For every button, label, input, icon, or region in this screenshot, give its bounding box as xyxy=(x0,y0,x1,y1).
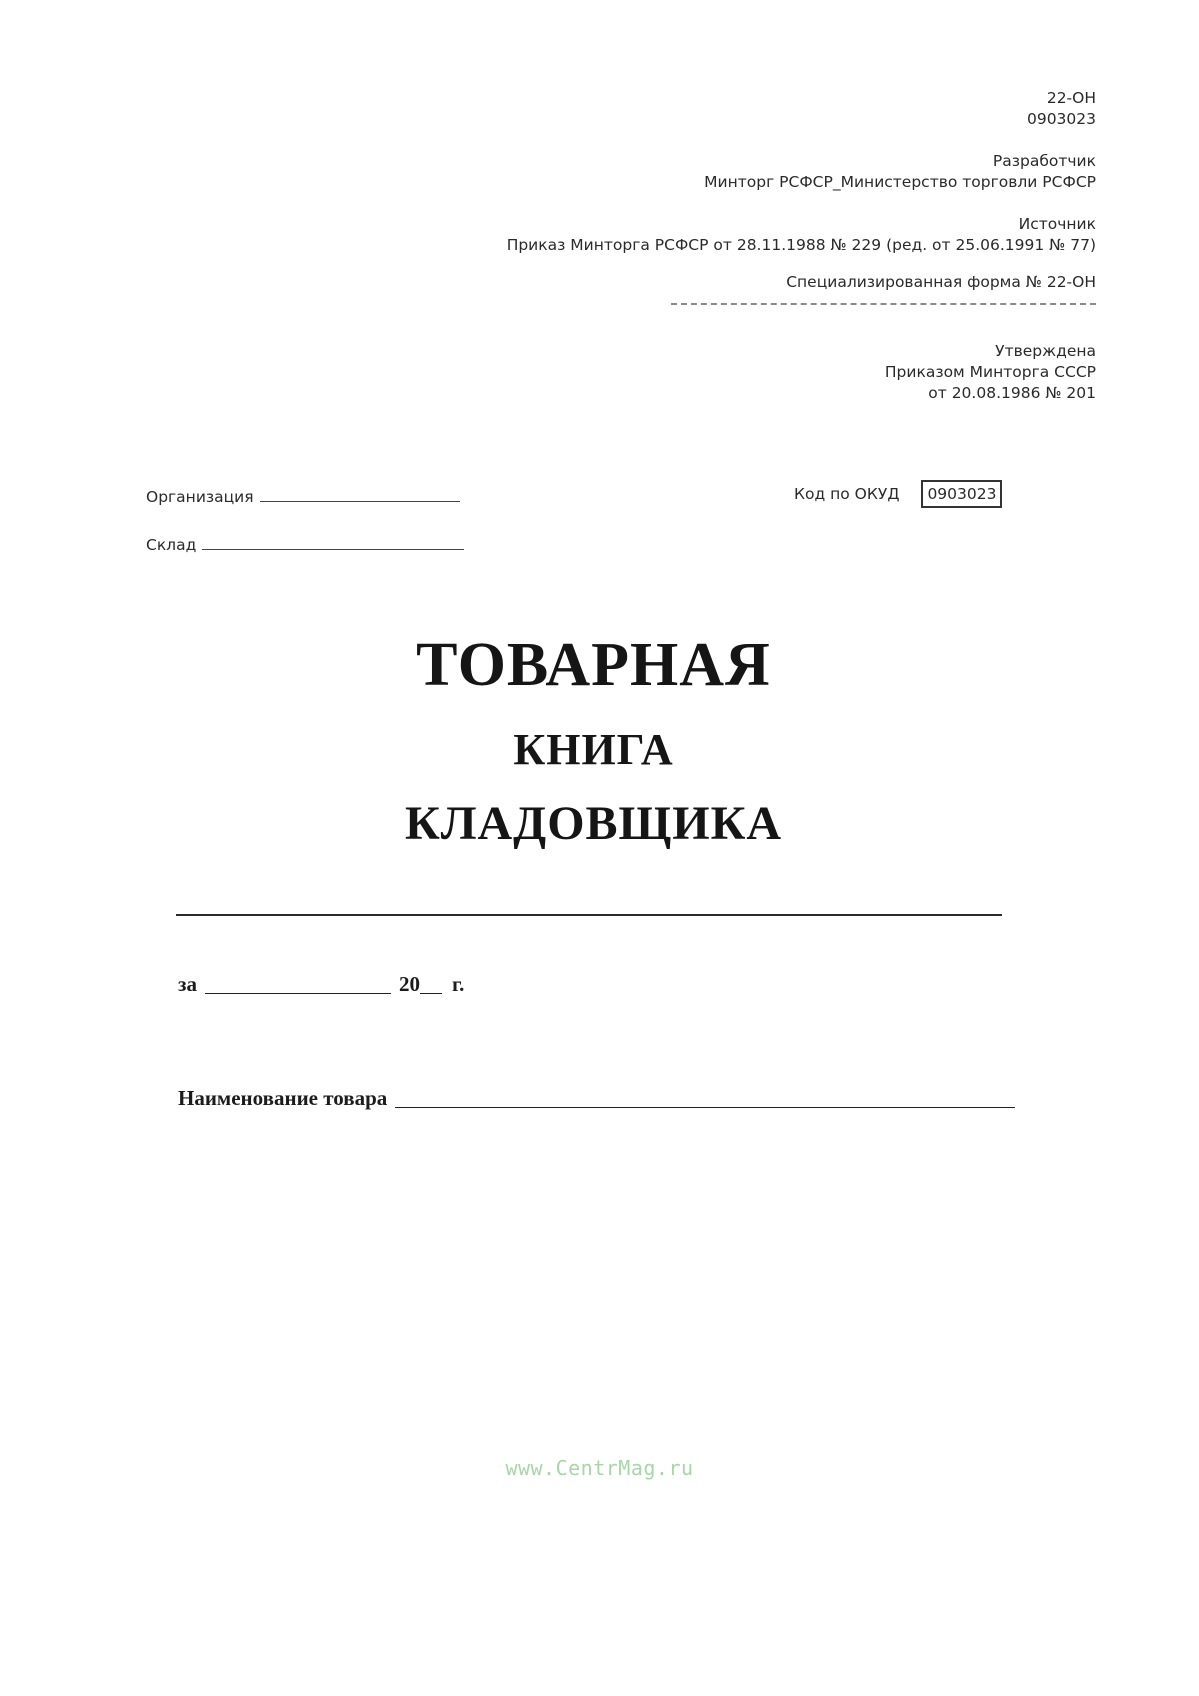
source-value: Приказ Минторга РСФСР от 28.11.1988 № 229 (ред. от 25.06.1991 № 77) xyxy=(506,236,1096,254)
source-label: Источник xyxy=(1018,215,1096,233)
warehouse-blank-line[interactable] xyxy=(202,549,464,550)
product-name-blank[interactable] xyxy=(395,1107,1015,1108)
organization-fields xyxy=(146,482,464,578)
period-year-blank[interactable] xyxy=(420,993,442,994)
warehouse-row xyxy=(146,530,464,554)
form-number: 0903023 xyxy=(1026,110,1096,128)
title-underline xyxy=(176,914,1002,916)
warehouse-label: Склад xyxy=(146,536,197,554)
developer-label: Разработчик xyxy=(992,152,1096,170)
approved-line-1: Утверждена xyxy=(995,342,1096,360)
organization-label: Организация xyxy=(146,488,254,506)
approved-line-2: Приказом Минторга СССР xyxy=(884,363,1096,381)
okud-label: Код по ОКУД xyxy=(794,485,900,503)
title-line-3: КЛАДОВЩИКА xyxy=(404,797,783,850)
period-line xyxy=(178,972,464,997)
period-prefix: за xyxy=(178,972,197,996)
product-name-line xyxy=(178,1086,1015,1111)
form-code: 22-ОН xyxy=(1046,89,1096,107)
source-info xyxy=(396,214,1096,256)
organization-row xyxy=(146,482,464,506)
title-line-1: ТОВАРНАЯ xyxy=(416,631,771,699)
period-year-suffix: г. xyxy=(451,972,465,996)
form-header xyxy=(396,88,1096,425)
organization-blank-line[interactable] xyxy=(260,501,460,502)
dashed-separator xyxy=(671,303,1096,305)
product-name-label: Наименование товара xyxy=(178,1086,388,1110)
okud-value-box: 0903023 xyxy=(921,480,1002,508)
watermark: www.CentrMag.ru xyxy=(505,1456,694,1480)
developer-value: Минторг РСФСР_Министерство торговли РСФСР xyxy=(704,173,1096,191)
form-identifier xyxy=(396,88,1096,130)
period-month-blank[interactable] xyxy=(205,993,391,994)
developer-info xyxy=(396,151,1096,193)
specialized-form-label: Специализированная форма № 22-ОН xyxy=(786,273,1096,291)
approved-line-3: от 20.08.1986 № 201 xyxy=(928,384,1096,402)
title-line-2: КНИГА xyxy=(513,725,674,774)
okud-code xyxy=(794,480,1002,508)
period-year-prefix: 20 xyxy=(398,972,420,996)
approval-info xyxy=(396,341,1096,404)
